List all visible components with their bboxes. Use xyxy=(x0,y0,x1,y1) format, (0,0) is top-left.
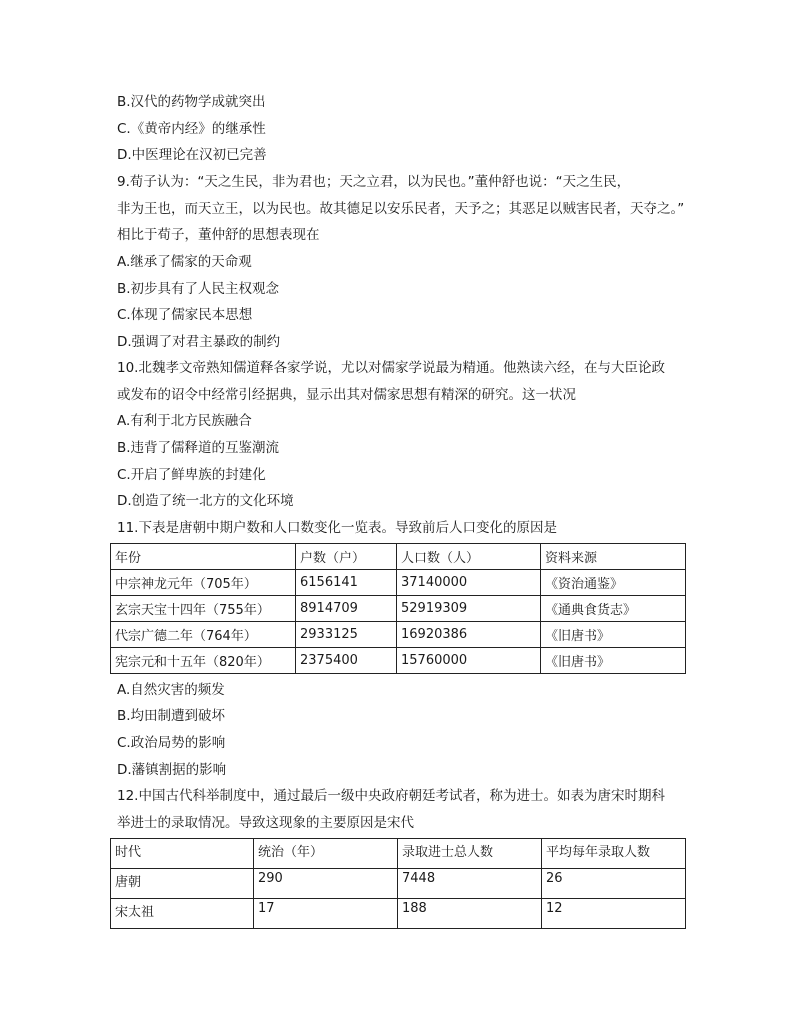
table-row xyxy=(111,622,686,648)
q10-stem-line-2: 或发布的诏令中经常引经据典，显示出其对儒家思想有精深的研究。这一状况 xyxy=(117,387,576,403)
q10-option-b: B.违背了儒释道的互鉴潮流 xyxy=(117,440,280,456)
q11-stem: 11.下表是唐朝中期户数和人口数变化一览表。导致前后人口变化的原因是 xyxy=(117,520,557,536)
table-cell: 《旧唐书》 xyxy=(541,648,686,674)
table-cell: 宋太祖 xyxy=(111,899,254,929)
table-row xyxy=(111,648,686,674)
table-cell: 6156141 xyxy=(296,570,397,596)
table-row xyxy=(111,570,686,596)
q9-option-d: D.强调了对君主暴政的制约 xyxy=(117,334,281,350)
q8-option-b: B.汉代的药物学成就突出 xyxy=(117,94,266,110)
table-cell: 《资治通鉴》 xyxy=(541,570,686,596)
q10-option-c: C.开启了鲜卑族的封建化 xyxy=(117,467,266,483)
q12-jinshi-table xyxy=(110,838,686,929)
table-header-row xyxy=(111,839,686,869)
table-cell: 15760000 xyxy=(397,648,541,674)
table-cell: 宪宗元和十五年（820年） xyxy=(111,648,296,674)
table-cell: 16920386 xyxy=(397,622,541,648)
q11-option-c: C.政治局势的影响 xyxy=(117,735,226,751)
q8-option-c: C.《黄帝内经》的继承性 xyxy=(117,121,266,137)
table-cell: 《通典食货志》 xyxy=(541,596,686,622)
table-row xyxy=(111,869,686,899)
q9-option-c: C.体现了儒家民本思想 xyxy=(117,307,253,323)
table-header-cell: 平均每年录取人数 xyxy=(542,839,686,869)
q8-option-d: D.中医理论在汉初已完善 xyxy=(117,147,267,163)
table-header-cell: 年份 xyxy=(111,544,296,570)
table-row xyxy=(111,899,686,929)
table-cell: 12 xyxy=(542,899,686,929)
table-header-cell: 人口数（人） xyxy=(397,544,541,570)
table-row xyxy=(111,596,686,622)
table-cell: 17 xyxy=(254,899,398,929)
q11-option-a: A.自然灾害的频发 xyxy=(117,682,225,698)
table-cell: 188 xyxy=(398,899,542,929)
table-cell: 2375400 xyxy=(296,648,397,674)
table-cell: 8914709 xyxy=(296,596,397,622)
q12-stem-line-2: 举进士的录取情况。导致这现象的主要原因是宋代 xyxy=(117,815,414,831)
q9-stem-line-1: 9.荀子认为：“天之生民，非为君也；天之立君，以为民也。”董仲舒也说：“天之生民， xyxy=(117,174,631,190)
table-cell: 中宗神龙元年（705年） xyxy=(111,570,296,596)
q9-option-a: A.继承了儒家的天命观 xyxy=(117,254,252,270)
q11-population-table xyxy=(110,543,686,674)
table-header-cell: 户数（户） xyxy=(296,544,397,570)
q11-option-b: B.均田制遭到破坏 xyxy=(117,708,226,724)
q10-option-d: D.创造了统一北方的文化环境 xyxy=(117,493,294,509)
table-cell: 2933125 xyxy=(296,622,397,648)
table-cell: 290 xyxy=(254,869,398,899)
q10-stem-line-1: 10.北魏孝文帝熟知儒道释各家学说，尤以对儒家学说最为精通。他熟读六经，在与大臣论政 xyxy=(117,360,665,376)
table-cell: 唐朝 xyxy=(111,869,254,899)
table-header-cell: 资料来源 xyxy=(541,544,686,570)
q12-stem-line-1: 12.中国古代科举制度中，通过最后一级中央政府朝廷考试者，称为进士。如表为唐宋时期科 xyxy=(117,788,665,804)
table-header-cell: 录取进士总人数 xyxy=(398,839,542,869)
q11-option-d: D.藩镇割据的影响 xyxy=(117,762,227,778)
q9-option-b: B.初步具有了人民主权观念 xyxy=(117,281,280,297)
q9-stem-line-3: 相比于荀子，董仲舒的思想表现在 xyxy=(117,227,320,243)
table-cell: 37140000 xyxy=(397,570,541,596)
table-header-cell: 统治（年） xyxy=(254,839,398,869)
table-cell: 《旧唐书》 xyxy=(541,622,686,648)
table-cell: 52919309 xyxy=(397,596,541,622)
table-header-row xyxy=(111,544,686,570)
table-header-cell: 时代 xyxy=(111,839,254,869)
table-cell: 代宗广德二年（764年） xyxy=(111,622,296,648)
table-cell: 7448 xyxy=(398,869,542,899)
table-cell: 玄宗天宝十四年（755年） xyxy=(111,596,296,622)
q9-stem-line-2: 非为王也，而天立王，以为民也。故其德足以安乐民者，天予之；其恶足以贼害民者，天夺之。” xyxy=(117,201,685,217)
table-cell: 26 xyxy=(542,869,686,899)
q10-option-a: A.有利于北方民族融合 xyxy=(117,413,252,429)
